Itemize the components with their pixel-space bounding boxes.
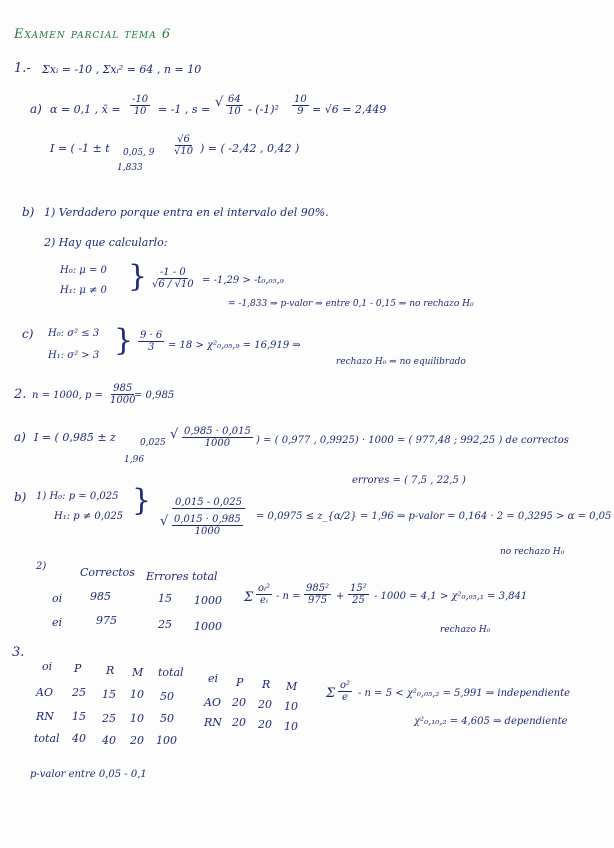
table-cell: 20 xyxy=(258,698,272,711)
table-cell: 20 xyxy=(232,696,246,709)
table-header-cell: R xyxy=(262,678,271,691)
sqrt-symbol: √ xyxy=(215,95,224,110)
table-cell: 50 xyxy=(160,690,174,703)
q1b-stat-result: = -1,29 > -t₀,₀₅,₉ xyxy=(202,275,284,286)
brace: } xyxy=(132,483,152,518)
q1a-t-value: 1,833 xyxy=(117,163,143,173)
q2b-chi-b-frac: $\frac{\text{15²}}{25}$ xyxy=(350,583,367,606)
q1a-t-sub: 0,05, 9 xyxy=(123,148,155,158)
table-cell: AO xyxy=(36,686,53,699)
q1a-line1: α = 0,1 , x̄ = xyxy=(50,103,121,116)
q1c-stat-frac: $\frac{9 \cdot 6}{3}$ xyxy=(140,330,163,353)
q1c-label: c) xyxy=(22,327,34,341)
q3-chi-line2: χ²₀,₁₀,₂ = 4,605 ⇒ dependiente xyxy=(414,716,568,727)
brace: } xyxy=(128,259,148,294)
q1b-label: b) xyxy=(22,205,35,219)
q2b-chi-rhs: - 1000 = 4,1 > χ²₀,₀₅,₁ = 3,841 xyxy=(374,591,528,602)
q2a-sqrt-frac: $\frac{0,985 \cdot 0,015}{1000}$ xyxy=(184,426,251,449)
table-cell: AO xyxy=(204,696,221,709)
table-cell: total xyxy=(34,732,60,745)
table-header-cell: total xyxy=(192,570,218,583)
table-cell: 20 xyxy=(258,718,272,731)
q1b-h0: H₀: μ = 0 xyxy=(60,265,107,276)
q1c-h1: H₁: σ² > 3 xyxy=(48,350,100,361)
brace: } xyxy=(114,323,134,358)
table-cell: 15 xyxy=(72,710,86,723)
table-cell: 1000 xyxy=(194,620,222,633)
q1a-line1d: = √6 = 2,449 xyxy=(312,103,387,116)
q1a-interval-rhs: ) = ( -2,42 , 0,42 ) xyxy=(200,142,300,155)
q2a-z-sub: 0,025 xyxy=(140,438,166,448)
table-cell: RN xyxy=(36,710,54,723)
sqrt-symbol: √ xyxy=(170,427,179,442)
table-cell: 25 xyxy=(158,618,172,631)
table-header-cell: P xyxy=(236,676,244,689)
q1a-xbar-frac: $\frac{-10}{10}$ xyxy=(132,94,149,117)
q1c-conclusion: rechazo H₀ ⇒ no equilibrado xyxy=(336,357,466,367)
table-header-cell: M xyxy=(132,666,144,679)
table-cell: 10 xyxy=(130,688,144,701)
q1c-stat-result: = 18 > χ²₀,₀₅,₉ = 16,919 ⇒ xyxy=(168,340,301,351)
q3-chi-rhs: - n = 5 < χ²₀,₀₅,₂ = 5,991 ⇒ independiente xyxy=(358,688,571,699)
q2b-h0: 1) H₀: p = 0,025 xyxy=(36,491,119,502)
q2b-chi-conclusion: rechazo H₀ xyxy=(440,625,491,635)
table-cell: 40 xyxy=(72,732,86,745)
q3-chi-frac: $\frac{\text{o²}}{e}$ xyxy=(340,680,351,703)
table-cell: 20 xyxy=(232,716,246,729)
q2-p-frac: $\frac{985}{1000}$ xyxy=(110,383,136,406)
table-cell: 975 xyxy=(96,614,117,627)
q1b-note: = -1,833 ⇒ p-valor ⇒ entre 0,1 - 0,15 ⇒ no rechazo H₀ xyxy=(228,299,474,309)
table-cell: 100 xyxy=(156,734,177,747)
q3-number: 3. xyxy=(12,645,25,660)
table-cell: 985 xyxy=(90,590,111,603)
table-cell: 10 xyxy=(130,712,144,725)
q3-pvalue: p-valor entre 0,05 - 0,1 xyxy=(30,769,147,780)
q1a-line1b: = -1 , s = xyxy=(158,103,211,116)
table-cell: 40 xyxy=(102,734,116,747)
q2b-stat-num: 0,015 - 0,025 xyxy=(172,498,245,509)
q1-number: 1.- xyxy=(14,61,31,76)
table-cell: oi xyxy=(52,592,63,605)
q2-p-val: = 0,985 xyxy=(134,390,175,401)
table-header-cell: P xyxy=(74,662,82,675)
q2b-stat-den-frac: $\frac{0,015 \cdot 0,985}{1000}$ xyxy=(174,514,241,537)
sqrt-symbol: √ xyxy=(160,514,169,529)
q1a-s-frac: $\frac{64}{10}$ xyxy=(228,94,241,117)
q2b-stat-result: = 0,0975 ≤ z_{α/2} = 1,96 ⇒ p-valor = 0,164 · 2 = 0,3295 > α = 0,05 xyxy=(256,511,612,522)
table-cell: RN xyxy=(204,716,222,729)
q1b-item2: 2) Hay que calcularlo: xyxy=(44,236,168,249)
table-cell: 50 xyxy=(160,712,174,725)
q2-given: n = 1000, p = xyxy=(32,390,103,401)
q2b-chi-mid: - n = xyxy=(276,591,301,602)
table-cell: 1000 xyxy=(194,594,222,607)
table-cell: 10 xyxy=(284,720,298,733)
exam-title: Examen parcial tema 6 xyxy=(14,27,172,42)
table-header-cell: M xyxy=(286,680,298,693)
q2b-item2: 2) xyxy=(36,561,47,572)
q2a-z-val: 1,96 xyxy=(124,455,145,465)
q2a-rhs: ) = ( 0,977 , 0,9925) · 1000 = ( 977,48 ; 992,25 ) de correctos xyxy=(256,435,569,446)
q3-chi-sum: Σ xyxy=(326,686,336,701)
table-cell: ei xyxy=(52,616,63,629)
q2b-h1: H₁: p ≠ 0,025 xyxy=(54,511,124,522)
table-cell: 15 xyxy=(158,592,172,605)
table-cell: 10 xyxy=(284,700,298,713)
table-header-cell: ei xyxy=(208,672,219,685)
q1-given: Σxᵢ = -10 , Σxᵢ² = 64 , n = 10 xyxy=(42,63,202,76)
q1c-h0: H₀: σ² ≤ 3 xyxy=(48,328,100,339)
q2a-errors: errores = ( 7,5 , 22,5 ) xyxy=(352,475,466,486)
q2b-chi-frac: $\frac{\text{oᵢ²}}{\text{eᵢ}}$ xyxy=(258,583,271,606)
table-header-cell: Errores xyxy=(146,570,189,583)
q1a-n-frac: $\frac{10}{9}$ xyxy=(294,94,307,117)
table-cell: 25 xyxy=(72,686,86,699)
table-header-cell: Correctos xyxy=(80,566,135,579)
q2a-label: a) xyxy=(14,430,26,444)
table-cell: 20 xyxy=(130,734,144,747)
q2b-conclusion: no rechazo H₀ xyxy=(500,547,565,557)
q2b-chi-plus: + xyxy=(336,591,345,602)
q2b-label: b) xyxy=(14,490,27,504)
q1b-h1: H₁: μ ≠ 0 xyxy=(60,285,107,296)
table-header-cell: oi xyxy=(42,660,53,673)
q1a-interval-frac: $\frac{√6}{√10}$ xyxy=(174,134,194,157)
table-header-cell: total xyxy=(158,666,184,679)
q2b-chi-sum: Σ xyxy=(244,590,254,605)
q2a-lhs: I = ( 0,985 ± z xyxy=(34,431,116,444)
table-header-cell: R xyxy=(106,664,115,677)
table-cell: 25 xyxy=(102,712,116,725)
q1b-stat-frac: $\frac{-1 - 0}{√6 / √10}$ xyxy=(152,267,194,290)
q1a-interval-lhs: I = ( -1 ± t xyxy=(50,142,110,155)
q2-number: 2. xyxy=(14,387,27,402)
table-cell: 15 xyxy=(102,688,116,701)
q2b-chi-a-frac: $\frac{\text{985²}}{975}$ xyxy=(306,583,330,606)
q1a-line1c: - (-1)² xyxy=(248,103,279,116)
q1a-label: a) xyxy=(30,102,42,116)
q1b-item1: 1) Verdadero porque entra en el intervalo del 90%. xyxy=(44,206,329,219)
